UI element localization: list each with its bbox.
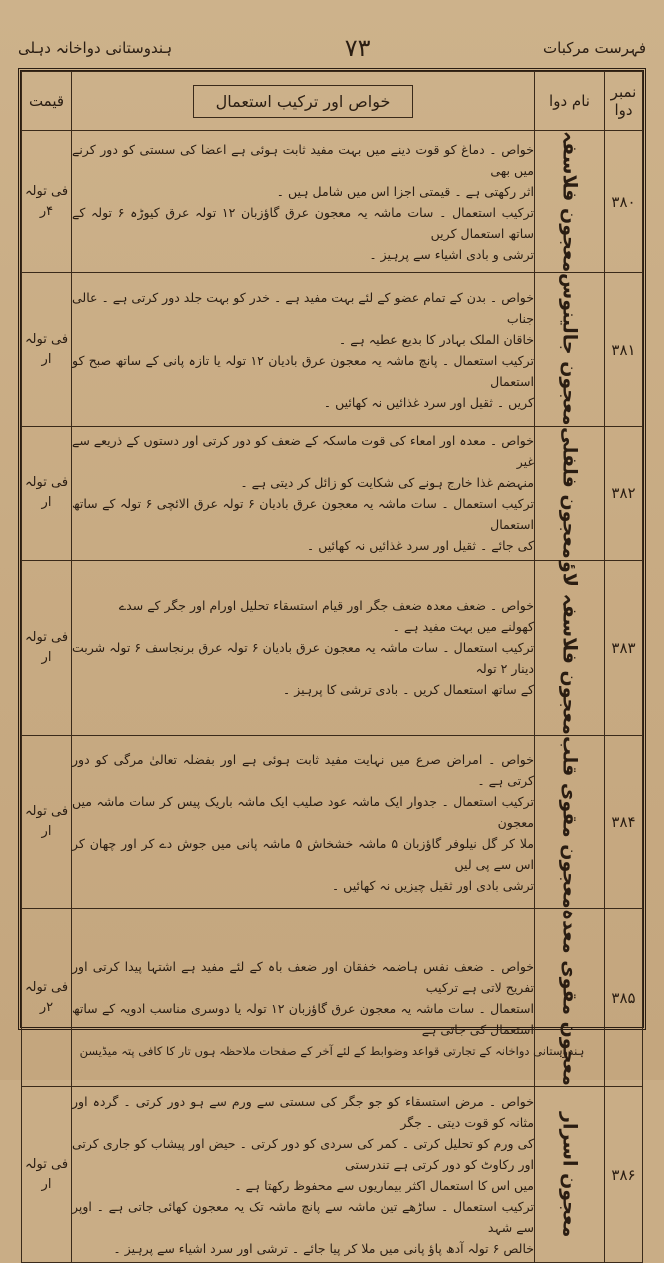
medicine-number: ۳۸۶ [605,1087,643,1263]
description-line: خواص ۔ معدہ اور امعاء کی قوت ماسکہ کے ضعف کو دور کرتی اور دستوں کے ذریعے سے غیر [72,433,534,470]
description-line: خواص ۔ ضعف نفس ہاضمہ خفقان اور ضعف باہ کے لئے مفید ہے اشتہا پیدا کرتی اور تفریح لاتی ہے ترکیب [72,958,534,995]
table-row [22,560,643,735]
description-line: کی جائے ۔ ثقیل اور سرد غذائیں نہ کھائیں ۔ [306,538,534,554]
header-section-title: فہرست مرکبات [543,39,646,57]
description-line: خواص ۔ مرض استسقاء کو جو جگر کی سستی سے ورم سے ہو دور کرتی ۔ گردہ اور مثانہ کو قوت دیتی ۔ جگر [72,1093,534,1130]
header-description: خواص اور ترکیب استعمال [72,72,535,131]
page-header [18,28,646,68]
medicine-description [72,131,535,273]
medicine-name: معجون فلفلی [535,426,605,560]
medicine-description [72,1087,535,1263]
medicine-price [22,426,72,560]
price-unit: فی تولہ [24,979,69,995]
description-line: ترکیب استعمال ۔ ساڑھے تین ماشہ سے پانچ ماشہ تک یہ معجون کھائی جاتی ہے ۔ اوپر سے شہد [72,1198,534,1235]
description-line: منہضم غذا خارج ہونے کی شکایت کو زائل کر دیتی ہے ۔ [240,475,534,491]
price-value: ۲ر [39,999,54,1015]
medicine-description [72,273,535,427]
description-line: کریں ۔ ثقیل اور سرد غذائیں نہ کھائیں ۔ [323,394,534,410]
medicine-table [21,71,643,1263]
medicine-price [22,131,72,273]
medicine-number: ۳۸۳ [605,560,643,735]
description-line: خواص ۔ ضعف معدہ ضعف جگر اور قیام استسقاء تحلیل اورام اور جگر کے سدے [118,598,534,614]
description-line: خاقان الملک بہادر کا بدیع عطیہ ہے ۔ [338,331,534,347]
medicine-number: ۳۸۲ [605,426,643,560]
price-unit: فی تولہ [24,183,69,199]
medicine-price [22,1087,72,1263]
description-line: ترکیب استعمال ۔ سات ماشہ یہ معجون عرق بادیان ۶ تولہ عرق الائچی ۶ تولہ کے ساتھ استعمال [72,496,534,533]
medicine-number: ۳۸۴ [605,735,643,909]
medicine-price [22,560,72,735]
description-line: اثر رکھتی ہے ۔ قیمتی اجزا اس میں شامل ہیں ۔ [276,183,534,199]
medicine-price [22,273,72,427]
medicine-name: معجون مقوی معدہ [535,909,605,1087]
description-line: خواص ۔ امراض صرع میں نہایت مفید ثابت ہوئی ہے اور بفضلہ تعالیٰ مرگی کو دور کرتی ہے ۔ [72,751,534,788]
table-row [22,735,643,909]
price-value: ار [41,649,52,665]
medicine-description [72,735,535,909]
description-line: ترکیب استعمال ۔ پانچ ماشہ یہ معجون عرق بادیان ۱۲ تولہ یا تازہ پانی کے ساتھ صبح کو استعمال [72,352,534,389]
description-line: ترکیب استعمال ۔ سات ماشہ یہ معجون عرق گاؤزبان ۱۲ تولہ عرق کیوڑہ ۶ تولہ کے ساتھ استعمال کریں [72,204,535,241]
description-line: خالص ۶ تولہ آدھ پاؤ پانی میں ملا کر پیا جائے ۔ ترشی اور سرد اشیاء سے پرہیز ۔ [113,1240,534,1256]
medicine-name: معجون جالینوس [535,273,605,427]
page-footer: ہندوستانی دواخانہ کے تجارتی قواعد وضوابط کے لئے آخر کے صفحات ملاحظہ ہوں تار کا کافی پتہ میڈیسن [79,1044,585,1058]
description-line: ترشی بادی اور ثقیل چیزیں نہ کھائیں ۔ [331,877,534,893]
table-row [22,273,643,427]
description-line: ترشی و بادی اشیاء سے پرہیز ۔ [369,246,534,262]
medicine-name: معجون فلاسفہ لاؤ [535,560,605,735]
page-number: ۷۳ [344,34,371,62]
price-unit: فی تولہ [24,804,69,819]
table-row [22,1087,643,1263]
table-header-row [22,72,643,131]
medicine-description [72,560,535,735]
description-line: میں اس کا استعمال اکثر بیماریوں سے محفوظ رکھتا ہے ۔ [234,1177,534,1193]
header-name: نام دوا [535,72,605,131]
description-line: استعمال ۔ سات ماشہ یہ معجون عرق گاؤزبان ۱۲ تولہ یا دوسری مناسب ادویہ کے ساتھ استعمال کی جاتی ہے [72,1000,535,1037]
price-unit: فی تولہ [24,1156,69,1172]
medicine-number: ۳۸۵ [605,909,643,1087]
price-value: ار [41,495,52,511]
medicine-price [22,735,72,909]
price-value: ۴ر [39,203,54,219]
price-unit: فی تولہ [24,629,69,645]
description-line: ملا کر گل نیلوفر گاؤزبان ۵ ماشہ خشخاش ۵ ماشہ پانی میں جوش دے کر اور چھان کر اس سے پی لیں [72,835,534,872]
table-row [22,426,643,560]
price-unit: فی تولہ [24,475,69,491]
medicine-name: معجون فلاسفہ [535,131,605,273]
header-number: نمبر دوا [605,72,643,131]
table-row [22,131,643,273]
description-line: ترکیب استعمال ۔ سات ماشہ یہ معجون عرق بادیان ۶ تولہ عرق برنجاسف ۶ تولہ شربت دینار ۲ تولہ [72,640,534,677]
price-value: ار [41,824,52,839]
price-value: ار [41,1176,52,1192]
description-line: کھولنے میں بہت مفید ہے ۔ [392,619,534,635]
medicine-description [72,426,535,560]
price-unit: فی تولہ [24,331,69,347]
header-publisher: ہندوستانی دواخانہ دہلی [18,39,173,57]
description-line: کے ساتھ استعمال کریں ۔ بادی ترشی کا پرہیز ۔ [282,682,534,698]
medicine-number: ۳۸۰ [605,131,643,273]
header-price: قیمت [22,72,72,131]
price-value: ار [41,351,52,367]
medicine-number: ۳۸۱ [605,273,643,427]
medicine-name: معجون اسرار [535,1087,605,1263]
description-line: خواص ۔ دماغ کو قوت دینے میں بہت مفید ثابت ہوئی ہے اعضا کی سستی کو دور کرنے میں بھی [72,141,534,178]
medicine-name: معجون مقوی قلب [535,735,605,909]
description-line: ترکیب استعمال ۔ جدوار ایک ماشہ عود صلیب ایک ماشہ باریک پیس کر سات ماشہ میں معجون [72,793,534,830]
description-line: کی ورم کو تحلیل کرتی ۔ کمر کی سردی کو دور کرتی ۔ حیض اور پیشاب کو جاری کرتی اور رکاوٹ کو دور کرتی ہے تندرستی [72,1135,534,1172]
description-line: خواص ۔ بدن کے تمام عضو کے لئے بہت مفید ہے ۔ خدر کو بہت جلد دور کرتی ہے ۔ عالی جناب [72,289,534,326]
